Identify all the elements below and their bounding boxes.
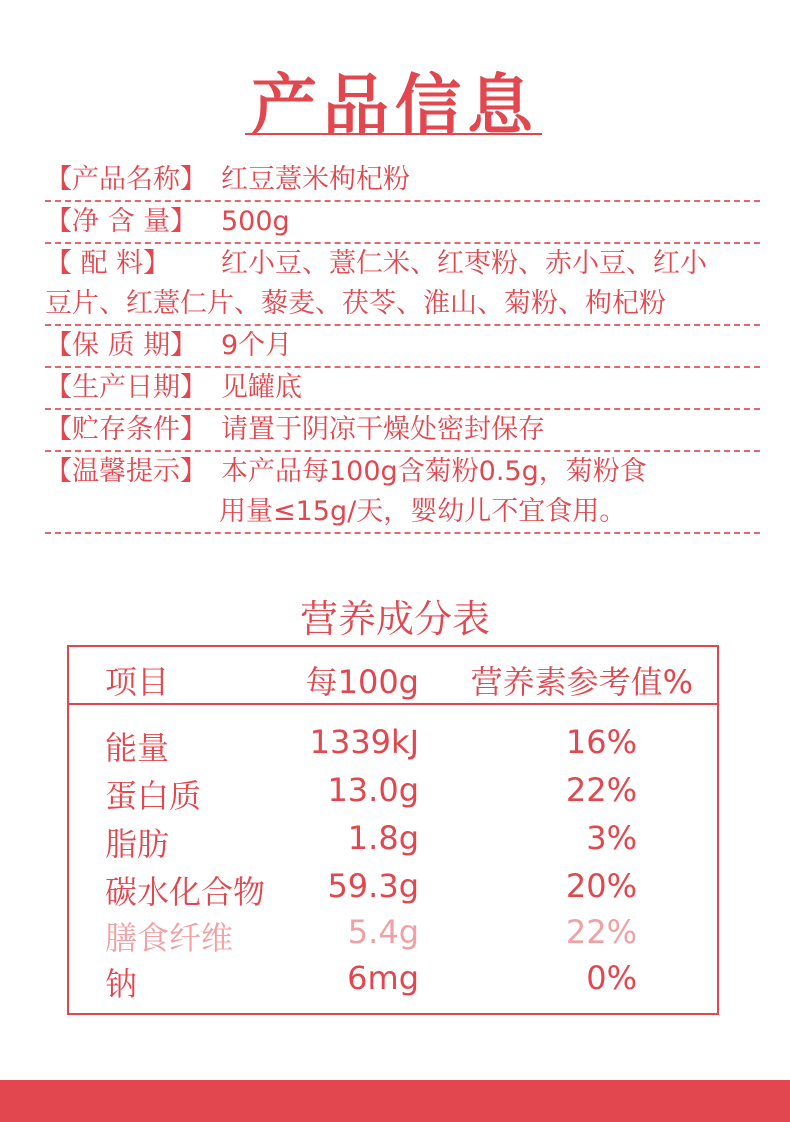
- info-value: 本产品每100g含菊粉0.5g，菊粉食: [221, 456, 647, 487]
- nutrition-table-title: 营养成分表: [299, 597, 490, 641]
- row-per100g: 59.3g: [327, 867, 419, 905]
- info-value: 9个月: [221, 330, 293, 361]
- info-label: 【 配 料】: [45, 248, 171, 279]
- row-per100g: 1339kJ: [309, 723, 419, 761]
- header-item: 项目: [105, 663, 170, 701]
- row-nrv: 20%: [565, 867, 637, 905]
- row-item: 能量: [105, 729, 170, 767]
- header-nrv: 营养素参考值%: [470, 663, 693, 701]
- row-per100g: 1.8g: [347, 819, 419, 857]
- info-row-production-date: [45, 368, 760, 410]
- row-nrv: 22%: [565, 913, 637, 951]
- row-per100g: 6mg: [347, 959, 419, 997]
- info-row-net: [45, 202, 760, 244]
- info-label: 【贮存条件】: [45, 414, 207, 445]
- info-row-shelf-life: [45, 326, 760, 368]
- row-nrv: 0%: [586, 959, 637, 997]
- info-value-continued: 豆片、红薏仁片、藜麦、茯苓、淮山、菊粉、枸杞粉: [45, 288, 666, 319]
- row-item: 膳食纤维: [105, 919, 234, 957]
- row-per100g: 13.0g: [327, 771, 419, 809]
- product-info-list: [45, 160, 760, 534]
- info-value: 见罐底: [221, 372, 302, 403]
- row-item: 蛋白质: [105, 777, 202, 815]
- row-per100g: 5.4g: [347, 913, 419, 951]
- row-nrv: 16%: [565, 723, 637, 761]
- info-value: 请置于阴凉干燥处密封保存: [221, 414, 545, 445]
- row-nrv: 3%: [586, 819, 637, 857]
- info-value: 红豆薏米枸杞粉: [221, 164, 410, 195]
- info-row-ingredients: [45, 244, 760, 326]
- row-item: 钠: [105, 965, 138, 1003]
- info-value: 红小豆、薏仁米、红枣粉、赤小豆、红小: [221, 248, 707, 279]
- info-label: 【保 质 期】: [45, 330, 198, 361]
- info-row-storage: [45, 410, 760, 452]
- info-label: 【产品名称】: [45, 164, 207, 195]
- info-row-name: [45, 160, 760, 202]
- footer-bar: [0, 1080, 790, 1122]
- info-value-continued: 用量≤15g/天，婴幼儿不宜食用。: [219, 496, 627, 527]
- row-item: 碳水化合物: [105, 873, 266, 911]
- info-label: 【净 含 量】: [45, 206, 198, 237]
- page-title: 产品信息: [251, 67, 539, 144]
- info-label: 【生产日期】: [45, 372, 207, 403]
- info-row-tips: [45, 452, 760, 534]
- nutrition-table: [67, 645, 719, 1015]
- row-item: 脂肪: [105, 825, 170, 863]
- header-per100g: 每100g: [305, 663, 419, 701]
- row-nrv: 22%: [565, 771, 637, 809]
- title-underline: [245, 133, 542, 135]
- info-label: 【温馨提示】: [45, 456, 207, 487]
- info-value: 500g: [221, 206, 290, 237]
- header-divider: [69, 703, 717, 705]
